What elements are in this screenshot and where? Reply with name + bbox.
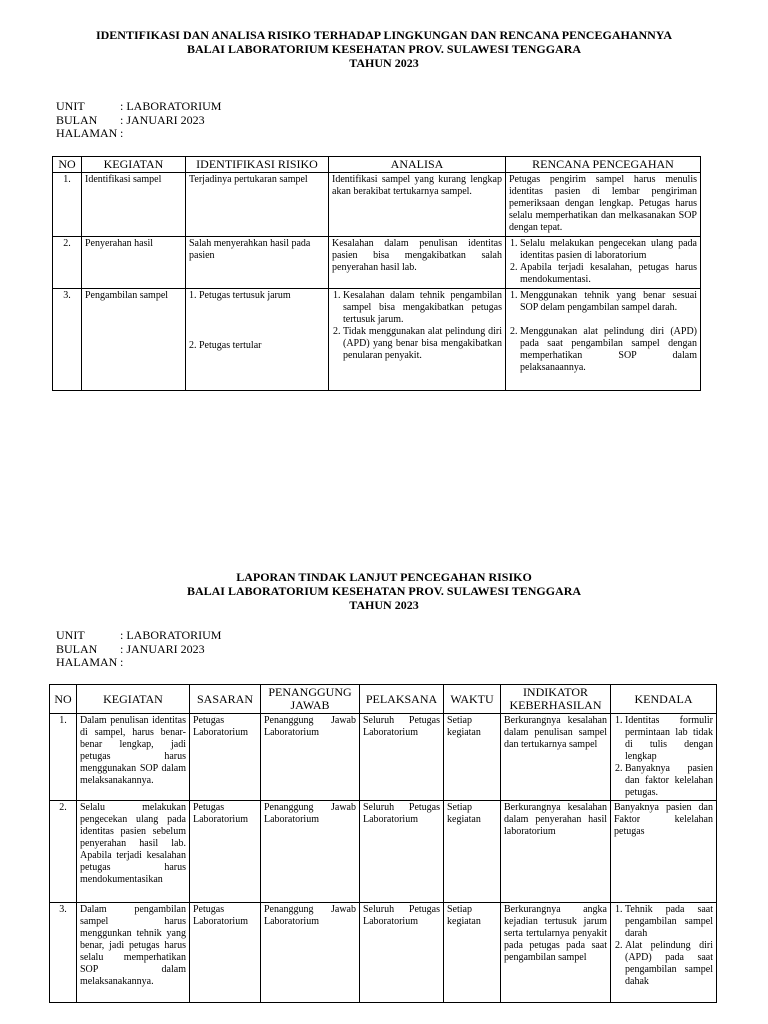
list-item: 2. Menggunakan alat pelindung diri (APD) pada saat pengambilan sampel dengan memperhatikan SOP dalam pelaksanaannya. bbox=[520, 326, 697, 374]
list-item: 2. Banyaknya pasien dan faktor kelelahan petugas. bbox=[625, 763, 713, 799]
doc2-title-line-1: LAPORAN TINDAK LANJUT PENCEGAHAN RISIKO bbox=[236, 570, 532, 584]
row-sasaran: Petugas Laboratorium bbox=[190, 903, 261, 1003]
row-kegiatan: Identifikasi sampel bbox=[82, 173, 186, 237]
row-kegiatan: Selalu melakukan pengecekan ulang pada identitas pasien sebelum penyerahan hasil lab. Apabila terjadi kesalahan petugas harus mendokumentasikan bbox=[77, 801, 190, 903]
row-analisa bbox=[329, 289, 506, 391]
row-pelaksana: Seluruh Petugas Laboratorium bbox=[360, 714, 444, 801]
row-rencana bbox=[506, 289, 701, 391]
doc2-followup-table bbox=[49, 684, 717, 1003]
header-sasaran: SASARAN bbox=[190, 685, 261, 714]
header-kendala: KENDALA bbox=[611, 685, 717, 714]
doc1-risk-table bbox=[52, 156, 701, 391]
row-risiko bbox=[186, 289, 329, 391]
header-analisa: ANALISA bbox=[329, 157, 506, 173]
table-row bbox=[50, 903, 717, 1003]
row-no: 2. bbox=[50, 801, 77, 903]
list-item: 2. Tidak menggunakan alat pelindung diri (APD) yang benar bisa mengakibatkan penularan penyakit. bbox=[343, 326, 502, 362]
meta-halaman-value: : bbox=[120, 655, 124, 669]
row-indikator: Berkurangnya kesalahan dalam penyerahan hasil laboratorium bbox=[501, 801, 611, 903]
row-no: 2. bbox=[53, 237, 82, 289]
list-item: 1. Kesalahan dalam tehnik pengambilan sampel bisa mengakibatkan petugas tertusuk jarum. bbox=[343, 290, 502, 326]
meta-unit-value: : LABORATORIUM bbox=[120, 628, 222, 642]
list-item: 1. Tehnik pada saat pengambilan sampel darah bbox=[625, 904, 713, 940]
table-header-row bbox=[53, 157, 701, 173]
header-rencana-pencegahan: RENCANA PENCEGAHAN bbox=[506, 157, 701, 173]
doc1-title bbox=[0, 28, 768, 70]
row-sasaran: Petugas Laboratorium bbox=[190, 714, 261, 801]
row-rencana bbox=[506, 237, 701, 289]
row-analisa: Identifikasi sampel yang kurang lengkap akan berakibat tertukarnya sampel. bbox=[329, 173, 506, 237]
row-rencana: Petugas pengirim sampel harus menulis identitas pasien di lembar pengiriman pemeriksaan dengan lengkap. Petugas harus selalu memperhatikan dan melkasanakan SOP dengan tepat. bbox=[506, 173, 701, 237]
row-indikator: Berkurangnya kesalahan dalam penulisan sampel dan tertukarnya sampel bbox=[501, 714, 611, 801]
row-risiko: Terjadinya pertukaran sampel bbox=[186, 173, 329, 237]
doc2-meta bbox=[56, 629, 221, 670]
row-pelaksana: Seluruh Petugas Laboratorium bbox=[360, 801, 444, 903]
row-sasaran: Petugas Laboratorium bbox=[190, 801, 261, 903]
meta-bulan-value: : JANUARI 2023 bbox=[120, 112, 205, 127]
header-waktu: WAKTU bbox=[444, 685, 501, 714]
meta-halaman-label: HALAMAN bbox=[56, 126, 118, 140]
row-kegiatan: Pengambilan sampel bbox=[82, 289, 186, 391]
list-item: 1. Selalu melakukan pengecekan ulang pada identitas pasien di laboratorium bbox=[520, 238, 697, 262]
row-analisa: Kesalahan dalam penulisan identitas pasien bisa mengakibatkan salah penyerahan hasil lab. bbox=[329, 237, 506, 289]
row-penanggung-jawab: Penanggung Jawab Laboratorium bbox=[261, 714, 360, 801]
table-header-row bbox=[50, 685, 717, 714]
doc1-title-line-3: TAHUN 2023 bbox=[349, 56, 419, 70]
row-pelaksana: Seluruh Petugas Laboratorium bbox=[360, 903, 444, 1003]
list-item: 1. Identitas formulir permintaan lab tidak di tulis dengan lengkap bbox=[625, 715, 713, 763]
table-row bbox=[50, 714, 717, 801]
meta-bulan-label: BULAN bbox=[56, 641, 98, 656]
meta-bulan-value: : JANUARI 2023 bbox=[120, 641, 205, 656]
list-item: 2. Apabila terjadi kesalahan, petugas harus mendokumentasi. bbox=[520, 262, 697, 286]
header-pelaksana: PELAKSANA bbox=[360, 685, 444, 714]
list-item: 2. Petugas tertular bbox=[189, 340, 262, 351]
header-kegiatan: KEGIATAN bbox=[77, 685, 190, 714]
row-no: 1. bbox=[50, 714, 77, 801]
doc2-title bbox=[0, 570, 768, 612]
header-no: NO bbox=[50, 685, 77, 714]
list-item: 2. Alat pelindung diri (APD) pada saat pengambilan sampel dahak bbox=[625, 940, 713, 988]
header-no: NO bbox=[53, 157, 82, 173]
list-item: 1. Petugas tertusuk jarum bbox=[189, 290, 291, 301]
row-waktu: Setiap kegiatan bbox=[444, 801, 501, 903]
row-indikator: Berkurangnya angka kejadian tertusuk jarum serta tertularnya penyakit pada petugas pada saat pengambilan sampel bbox=[501, 903, 611, 1003]
row-kendala bbox=[611, 714, 717, 801]
doc1-title-line-1: IDENTIFIKASI DAN ANALISA RISIKO TERHADAP LINGKUNGAN DAN RENCANA PENCEGAHANNYA bbox=[95, 28, 673, 42]
header-penanggung-jawab: PENANGGUNG JAWAB bbox=[261, 685, 360, 714]
meta-halaman-value: : bbox=[120, 126, 124, 140]
doc1-title-line-2: BALAI LABORATORIUM KESEHATAN PROV. SULAWESI TENGGARA bbox=[186, 42, 582, 56]
row-waktu: Setiap kegiatan bbox=[444, 903, 501, 1003]
row-kegiatan: Dalam penulisan identitas di sampel, harus benar-benar lengkap, jadi petugas harus menggunakan SOP dalam melaksanakannya. bbox=[77, 714, 190, 801]
row-kendala: Banyaknya pasien dan Faktor kelelahan petugas bbox=[611, 801, 717, 903]
table-row bbox=[50, 801, 717, 903]
row-risiko: Salah menyerahkan hasil pada pasien bbox=[186, 237, 329, 289]
row-kegiatan: Penyerahan hasil bbox=[82, 237, 186, 289]
row-no: 3. bbox=[50, 903, 77, 1003]
row-penanggung-jawab: Penanggung Jawab Laboratorium bbox=[261, 801, 360, 903]
row-kendala bbox=[611, 903, 717, 1003]
doc2-title-line-3: TAHUN 2023 bbox=[349, 598, 419, 612]
meta-unit-label: UNIT bbox=[56, 628, 85, 642]
header-indikator-keberhasilan: INDIKATOR KEBERHASILAN bbox=[501, 685, 611, 714]
header-identifikasi-risiko: IDENTIFIKASI RISIKO bbox=[186, 157, 329, 173]
row-waktu: Setiap kegiatan bbox=[444, 714, 501, 801]
doc2-title-line-2: BALAI LABORATORIUM KESEHATAN PROV. SULAWESI TENGGARA bbox=[186, 584, 582, 598]
meta-bulan-label: BULAN bbox=[56, 112, 98, 127]
row-penanggung-jawab: Penanggung Jawab Laboratorium bbox=[261, 903, 360, 1003]
meta-halaman-label: HALAMAN bbox=[56, 655, 118, 669]
meta-unit-value: : LABORATORIUM bbox=[120, 99, 222, 113]
row-no: 1. bbox=[53, 173, 82, 237]
meta-unit-label: UNIT bbox=[56, 99, 85, 113]
table-row bbox=[53, 173, 701, 237]
row-kegiatan: Dalam pengambilan sampel harus menggunkan tehnik yang benar, jadi petugas harus selalu memperhatikan SOP dalam melaksanakannya. bbox=[77, 903, 190, 1003]
header-kegiatan: KEGIATAN bbox=[82, 157, 186, 173]
table-row bbox=[53, 289, 701, 391]
doc1-meta bbox=[56, 100, 221, 141]
list-item: 1. Menggunakan tehnik yang benar sesuai SOP delam pengambilan sampel darah. bbox=[520, 290, 697, 314]
row-no: 3. bbox=[53, 289, 82, 391]
table-row bbox=[53, 237, 701, 289]
